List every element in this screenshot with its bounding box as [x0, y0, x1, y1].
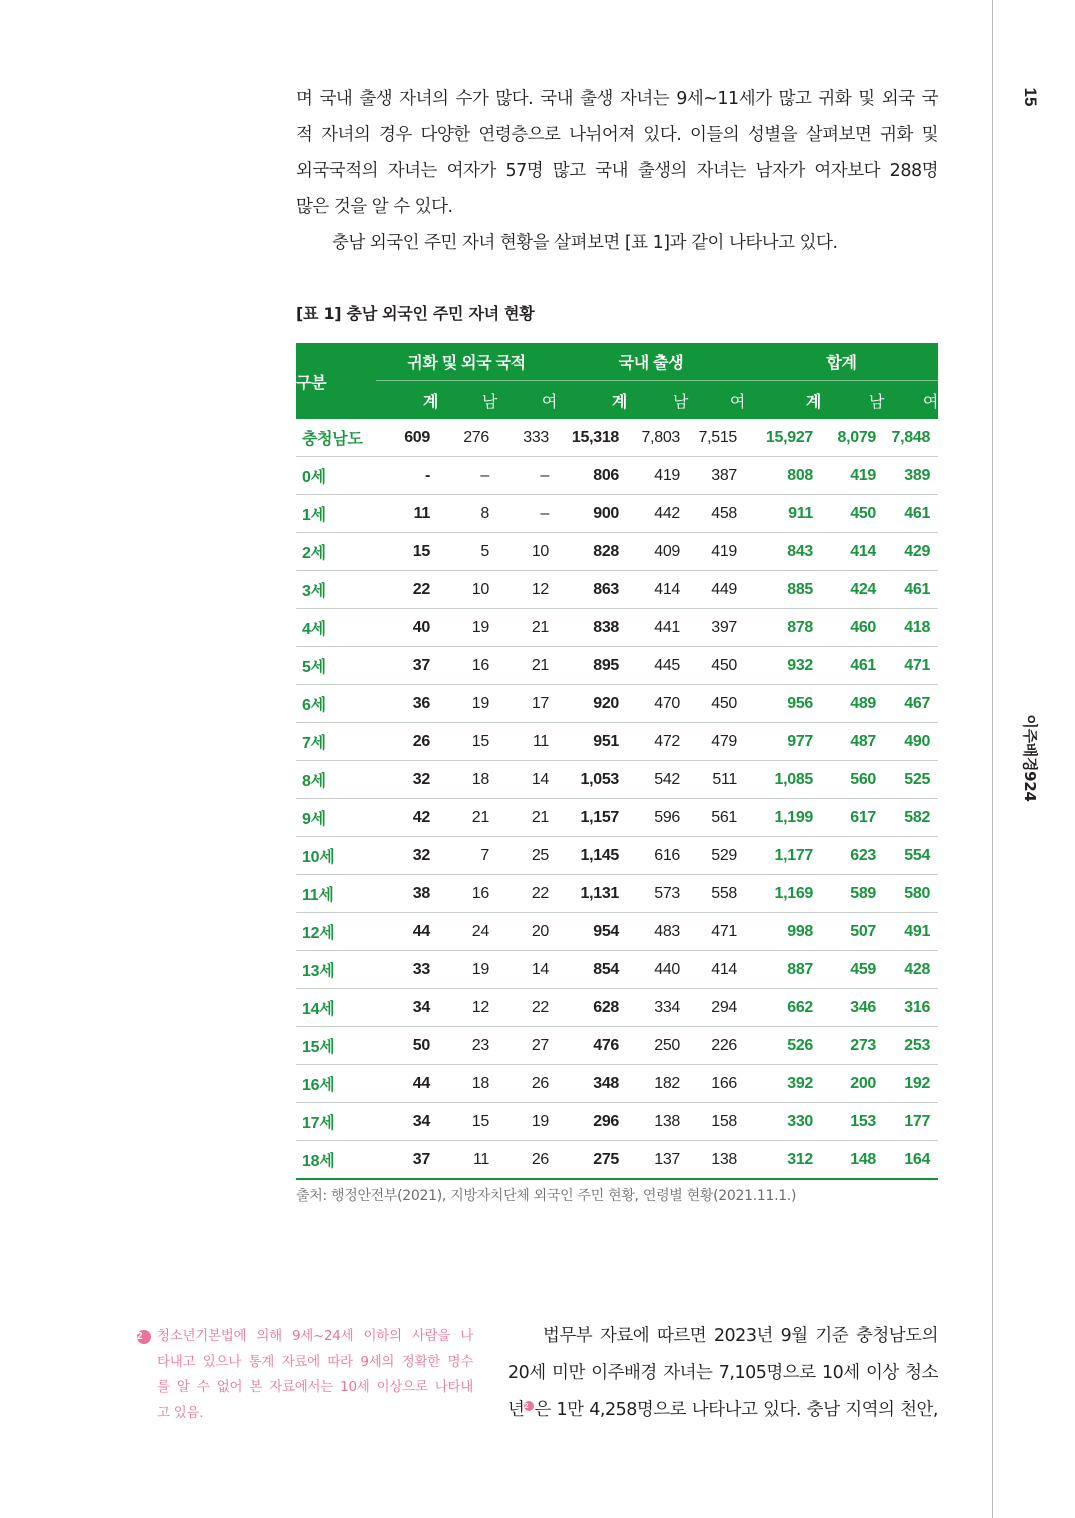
footnote — [137, 1324, 473, 1426]
domestic-total-cell: 854 — [557, 951, 627, 989]
naturalized-total-cell: 33 — [376, 951, 438, 989]
paragraph-line — [508, 1392, 938, 1429]
table-row — [296, 1027, 938, 1065]
sum-total-cell: 15,927 — [745, 419, 821, 457]
table-row — [296, 419, 938, 457]
row-label: 0세 — [296, 457, 376, 495]
margin-divider-line — [992, 0, 993, 1518]
table-subheader-row — [296, 381, 938, 420]
domestic-female-cell: 450 — [688, 647, 745, 685]
naturalized-female-cell: 333 — [497, 419, 557, 457]
subheader-total: 계 — [557, 381, 627, 420]
domestic-female-cell: 450 — [688, 685, 745, 723]
sum-male-cell: 617 — [821, 799, 884, 837]
domestic-male-cell: 138 — [627, 1103, 688, 1141]
naturalized-male-cell: 8 — [438, 495, 497, 533]
table-caption: [표 1] 충남 외국인 주민 자녀 현황 — [296, 304, 535, 323]
domestic-total-cell: 900 — [557, 495, 627, 533]
domestic-total-cell: 296 — [557, 1103, 627, 1141]
naturalized-total-cell: 609 — [376, 419, 438, 457]
domestic-male-cell: 573 — [627, 875, 688, 913]
sum-female-cell: 389 — [884, 457, 938, 495]
domestic-male-cell: 137 — [627, 1141, 688, 1180]
paragraph-line: 법무부 자료에 따르면 2023년 9월 기준 충청남도의 — [543, 1326, 938, 1346]
naturalized-total-cell: 32 — [376, 837, 438, 875]
domestic-total-cell: 1,157 — [557, 799, 627, 837]
row-label: 12세 — [296, 913, 376, 951]
naturalized-total-cell: 37 — [376, 647, 438, 685]
sum-male-cell: 200 — [821, 1065, 884, 1103]
category-header: 구분 — [296, 343, 376, 419]
row-label: 6세 — [296, 685, 376, 723]
table-row — [296, 799, 938, 837]
sum-female-cell: 253 — [884, 1027, 938, 1065]
footnote-line-text: 청소년기본법에 의해 9세~24세 이하의 사람을 나 — [157, 1328, 473, 1344]
domestic-female-cell: 414 — [688, 951, 745, 989]
naturalized-total-cell: - — [376, 457, 438, 495]
domestic-total-cell: 828 — [557, 533, 627, 571]
sum-total-cell: 1,177 — [745, 837, 821, 875]
naturalized-total-cell: 44 — [376, 1065, 438, 1103]
naturalized-total-cell: 34 — [376, 989, 438, 1027]
naturalized-female-cell: 22 — [497, 875, 557, 913]
naturalized-female-cell: 26 — [497, 1065, 557, 1103]
naturalized-female-cell: 14 — [497, 951, 557, 989]
sum-total-cell: 998 — [745, 913, 821, 951]
subheader-total: 계 — [745, 381, 821, 420]
sum-total-cell: 878 — [745, 609, 821, 647]
naturalized-female-cell: 11 — [497, 723, 557, 761]
sum-male-cell: 589 — [821, 875, 884, 913]
body-line: 며 국내 출생 자녀의 수가 많다. 국내 출생 자녀는 9세~11세가 많고 귀화 및 외국 국 — [296, 89, 938, 109]
sum-total-cell: 662 — [745, 989, 821, 1027]
domestic-female-cell: 7,515 — [688, 419, 745, 457]
naturalized-male-cell: 19 — [438, 609, 497, 647]
footnote-reference[interactable]: 2 — [524, 1401, 534, 1411]
sum-female-cell: 582 — [884, 799, 938, 837]
domestic-total-cell: 895 — [557, 647, 627, 685]
naturalized-female-cell: 26 — [497, 1141, 557, 1180]
domestic-total-cell: 863 — [557, 571, 627, 609]
naturalized-total-cell: 50 — [376, 1027, 438, 1065]
row-label: 8세 — [296, 761, 376, 799]
table-row — [296, 989, 938, 1027]
sum-total-cell: 392 — [745, 1065, 821, 1103]
sum-total-cell: 312 — [745, 1141, 821, 1180]
table-row — [296, 533, 938, 571]
sum-male-cell: 461 — [821, 647, 884, 685]
row-label: 17세 — [296, 1103, 376, 1141]
table-row — [296, 1065, 938, 1103]
domestic-male-cell: 250 — [627, 1027, 688, 1065]
group-header-naturalized: 귀화 및 외국 국적 — [376, 343, 557, 381]
naturalized-total-cell: 37 — [376, 1141, 438, 1180]
naturalized-male-cell: 18 — [438, 761, 497, 799]
domestic-female-cell: 226 — [688, 1027, 745, 1065]
naturalized-male-cell: 23 — [438, 1027, 497, 1065]
sum-female-cell: 177 — [884, 1103, 938, 1141]
domestic-male-cell: 445 — [627, 647, 688, 685]
sum-female-cell: 428 — [884, 951, 938, 989]
sum-total-cell: 956 — [745, 685, 821, 723]
naturalized-male-cell: 12 — [438, 989, 497, 1027]
sum-female-cell: 471 — [884, 647, 938, 685]
domestic-male-cell: 7,803 — [627, 419, 688, 457]
table-row — [296, 913, 938, 951]
naturalized-male-cell: 11 — [438, 1141, 497, 1180]
domestic-male-cell: 442 — [627, 495, 688, 533]
sum-male-cell: 459 — [821, 951, 884, 989]
sum-male-cell: 153 — [821, 1103, 884, 1141]
row-label: 10세 — [296, 837, 376, 875]
row-label: 1세 — [296, 495, 376, 533]
domestic-male-cell: 542 — [627, 761, 688, 799]
bottom-paragraph — [508, 1318, 938, 1429]
naturalized-female-cell: 17 — [497, 685, 557, 723]
sum-total-cell: 808 — [745, 457, 821, 495]
sum-male-cell: 148 — [821, 1141, 884, 1180]
sum-female-cell: 467 — [884, 685, 938, 723]
footnote-marker: 2 — [137, 1330, 151, 1344]
row-label: 13세 — [296, 951, 376, 989]
table-row — [296, 457, 938, 495]
table-row — [296, 685, 938, 723]
sum-total-cell: 330 — [745, 1103, 821, 1141]
page-number: 15 — [1021, 87, 1040, 107]
domestic-total-cell: 1,145 — [557, 837, 627, 875]
table-row — [296, 761, 938, 799]
domestic-total-cell: 806 — [557, 457, 627, 495]
table-row — [296, 837, 938, 875]
naturalized-male-cell: 5 — [438, 533, 497, 571]
domestic-total-cell: 920 — [557, 685, 627, 723]
domestic-male-cell: 409 — [627, 533, 688, 571]
domestic-female-cell: 511 — [688, 761, 745, 799]
table-row — [296, 1103, 938, 1141]
group-header-domestic: 국내 출생 — [557, 343, 745, 381]
row-label: 16세 — [296, 1065, 376, 1103]
domestic-male-cell: 470 — [627, 685, 688, 723]
domestic-total-cell: 628 — [557, 989, 627, 1027]
row-label: 충청남도 — [296, 419, 376, 457]
row-label: 2세 — [296, 533, 376, 571]
table-row — [296, 1141, 938, 1180]
row-label: 7세 — [296, 723, 376, 761]
paragraph-text: 년 — [508, 1400, 525, 1420]
sum-male-cell: 273 — [821, 1027, 884, 1065]
sum-female-cell: 316 — [884, 989, 938, 1027]
naturalized-total-cell: 11 — [376, 495, 438, 533]
naturalized-male-cell: 10 — [438, 571, 497, 609]
table-row — [296, 647, 938, 685]
naturalized-female-cell: 20 — [497, 913, 557, 951]
domestic-total-cell: 951 — [557, 723, 627, 761]
naturalized-male-cell: 7 — [438, 837, 497, 875]
sum-female-cell: 461 — [884, 571, 938, 609]
subheader-male: 남 — [627, 381, 688, 420]
sum-total-cell: 843 — [745, 533, 821, 571]
table-source-note: 출처: 행정안전부(2021), 지방자치단체 외국인 주민 현황, 연령별 현황(2021.11.1.) — [296, 1188, 797, 1204]
naturalized-female-cell: 27 — [497, 1027, 557, 1065]
sum-female-cell: 429 — [884, 533, 938, 571]
domestic-female-cell: 397 — [688, 609, 745, 647]
naturalized-total-cell: 42 — [376, 799, 438, 837]
naturalized-total-cell: 15 — [376, 533, 438, 571]
naturalized-male-cell: 15 — [438, 723, 497, 761]
sum-female-cell: 164 — [884, 1141, 938, 1180]
domestic-male-cell: 334 — [627, 989, 688, 1027]
naturalized-total-cell: 34 — [376, 1103, 438, 1141]
domestic-female-cell: 529 — [688, 837, 745, 875]
row-label: 3세 — [296, 571, 376, 609]
sum-male-cell: 8,079 — [821, 419, 884, 457]
domestic-female-cell: 458 — [688, 495, 745, 533]
sum-male-cell: 450 — [821, 495, 884, 533]
domestic-female-cell: 471 — [688, 913, 745, 951]
naturalized-male-cell: 19 — [438, 685, 497, 723]
row-label: 5세 — [296, 647, 376, 685]
naturalized-female-cell: 12 — [497, 571, 557, 609]
domestic-male-cell: 414 — [627, 571, 688, 609]
sum-total-cell: 1,199 — [745, 799, 821, 837]
domestic-female-cell: 294 — [688, 989, 745, 1027]
sum-total-cell: 911 — [745, 495, 821, 533]
subheader-male: 남 — [438, 381, 497, 420]
domestic-total-cell: 275 — [557, 1141, 627, 1180]
sum-total-cell: 887 — [745, 951, 821, 989]
domestic-male-cell: 419 — [627, 457, 688, 495]
naturalized-male-cell: 16 — [438, 875, 497, 913]
naturalized-male-cell: 16 — [438, 647, 497, 685]
sum-male-cell: 487 — [821, 723, 884, 761]
sum-total-cell: 1,169 — [745, 875, 821, 913]
sum-total-cell: 932 — [745, 647, 821, 685]
subheader-male: 남 — [821, 381, 884, 420]
table-header-row — [296, 343, 938, 381]
paragraph-line: 20세 미만 이주배경 자녀는 7,105명으로 10세 이상 청소 — [508, 1363, 938, 1383]
naturalized-female-cell: 14 — [497, 761, 557, 799]
domestic-male-cell: 182 — [627, 1065, 688, 1103]
naturalized-female-cell: 21 — [497, 647, 557, 685]
naturalized-total-cell: 36 — [376, 685, 438, 723]
sum-male-cell: 346 — [821, 989, 884, 1027]
body-paragraph — [296, 81, 938, 261]
domestic-total-cell: 954 — [557, 913, 627, 951]
sum-total-cell: 1,085 — [745, 761, 821, 799]
sum-female-cell: 490 — [884, 723, 938, 761]
paragraph-text: 은 1만 4,258명으로 나타나고 있다. 충남 지역의 천안, — [534, 1400, 938, 1420]
sum-male-cell: 560 — [821, 761, 884, 799]
naturalized-female-cell: 22 — [497, 989, 557, 1027]
naturalized-male-cell: 21 — [438, 799, 497, 837]
domestic-total-cell: 348 — [557, 1065, 627, 1103]
sum-total-cell: 977 — [745, 723, 821, 761]
naturalized-total-cell: 22 — [376, 571, 438, 609]
naturalized-male-cell: 276 — [438, 419, 497, 457]
domestic-male-cell: 441 — [627, 609, 688, 647]
naturalized-male-cell: 18 — [438, 1065, 497, 1103]
row-label: 11세 — [296, 875, 376, 913]
sum-male-cell: 419 — [821, 457, 884, 495]
domestic-total-cell: 1,131 — [557, 875, 627, 913]
footnote-line: 고 있음. — [157, 1404, 204, 1421]
row-label: 4세 — [296, 609, 376, 647]
subheader-female: 여 — [688, 381, 745, 420]
row-label: 18세 — [296, 1141, 376, 1180]
sum-female-cell: 192 — [884, 1065, 938, 1103]
domestic-male-cell: 472 — [627, 723, 688, 761]
domestic-female-cell: 387 — [688, 457, 745, 495]
naturalized-total-cell: 38 — [376, 875, 438, 913]
sum-total-cell: 526 — [745, 1027, 821, 1065]
naturalized-total-cell: 32 — [376, 761, 438, 799]
table-row — [296, 495, 938, 533]
footnote-line — [137, 1324, 473, 1350]
naturalized-female-cell: – — [497, 495, 557, 533]
naturalized-female-cell: 19 — [497, 1103, 557, 1141]
sum-male-cell: 414 — [821, 533, 884, 571]
subheader-total: 계 — [376, 381, 438, 420]
domestic-male-cell: 440 — [627, 951, 688, 989]
naturalized-female-cell: 21 — [497, 609, 557, 647]
domestic-male-cell: 596 — [627, 799, 688, 837]
sum-male-cell: 460 — [821, 609, 884, 647]
domestic-female-cell: 449 — [688, 571, 745, 609]
sum-female-cell: 7,848 — [884, 419, 938, 457]
domestic-male-cell: 483 — [627, 913, 688, 951]
table-row — [296, 951, 938, 989]
body-line: 충남 외국인 주민 자녀 현황을 살펴보면 [표 1]과 같이 나타나고 있다. — [332, 233, 838, 253]
sum-female-cell: 418 — [884, 609, 938, 647]
sum-total-cell: 885 — [745, 571, 821, 609]
naturalized-male-cell: 15 — [438, 1103, 497, 1141]
subheader-female: 여 — [497, 381, 557, 420]
domestic-female-cell: 561 — [688, 799, 745, 837]
naturalized-male-cell: 24 — [438, 913, 497, 951]
domestic-total-cell: 15,318 — [557, 419, 627, 457]
domestic-female-cell: 419 — [688, 533, 745, 571]
domestic-female-cell: 166 — [688, 1065, 745, 1103]
sum-female-cell: 491 — [884, 913, 938, 951]
data-table — [296, 343, 938, 1180]
group-header-total: 합계 — [745, 343, 938, 381]
naturalized-total-cell: 26 — [376, 723, 438, 761]
sum-male-cell: 424 — [821, 571, 884, 609]
domestic-female-cell: 479 — [688, 723, 745, 761]
body-line: 많은 것을 알 수 있다. — [296, 197, 453, 217]
domestic-female-cell: 158 — [688, 1103, 745, 1141]
sum-male-cell: 507 — [821, 913, 884, 951]
naturalized-female-cell: 21 — [497, 799, 557, 837]
subheader-female: 여 — [884, 381, 938, 420]
domestic-male-cell: 616 — [627, 837, 688, 875]
naturalized-female-cell: 10 — [497, 533, 557, 571]
row-label: 14세 — [296, 989, 376, 1027]
sum-male-cell: 623 — [821, 837, 884, 875]
naturalized-female-cell: 25 — [497, 837, 557, 875]
naturalized-total-cell: 40 — [376, 609, 438, 647]
naturalized-male-cell: – — [438, 457, 497, 495]
domestic-female-cell: 558 — [688, 875, 745, 913]
footnote-line: 타내고 있으나 통계 자료에 따라 9세의 정확한 명수 — [157, 1353, 473, 1370]
sum-female-cell: 554 — [884, 837, 938, 875]
footnote-line: 를 알 수 없어 본 자료에서는 10세 이상으로 나타내 — [157, 1379, 473, 1395]
sum-female-cell: 580 — [884, 875, 938, 913]
body-line: 적 자녀의 경우 다양한 연령층으로 나뉘어져 있다. 이들의 성별을 살펴보면 귀화 및 — [296, 125, 938, 145]
sum-female-cell: 461 — [884, 495, 938, 533]
table-row — [296, 723, 938, 761]
naturalized-female-cell: – — [497, 457, 557, 495]
row-label: 15세 — [296, 1027, 376, 1065]
domestic-total-cell: 476 — [557, 1027, 627, 1065]
naturalized-total-cell: 44 — [376, 913, 438, 951]
sum-female-cell: 525 — [884, 761, 938, 799]
running-title: 이주배경924 — [1021, 714, 1039, 802]
sum-male-cell: 489 — [821, 685, 884, 723]
domestic-total-cell: 838 — [557, 609, 627, 647]
table-row — [296, 571, 938, 609]
row-label: 9세 — [296, 799, 376, 837]
domestic-total-cell: 1,053 — [557, 761, 627, 799]
table-row — [296, 609, 938, 647]
naturalized-male-cell: 19 — [438, 951, 497, 989]
domestic-female-cell: 138 — [688, 1141, 745, 1180]
body-line: 외국국적의 자녀는 여자가 57명 많고 국내 출생의 자녀는 남자가 여자보다 288명 — [296, 161, 938, 181]
table-row — [296, 875, 938, 913]
